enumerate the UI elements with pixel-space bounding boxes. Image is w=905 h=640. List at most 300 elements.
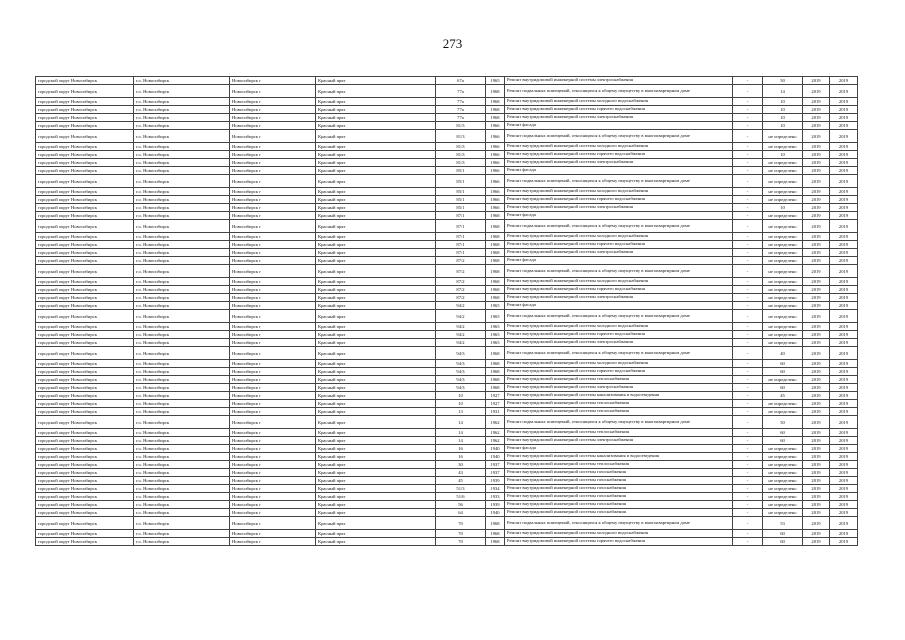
end-year-cell: 2019 [830, 159, 858, 167]
end-year-cell: 2019 [830, 493, 858, 501]
year-cell: 1931 [486, 408, 505, 416]
house-cell: 51/3 [436, 485, 486, 493]
district-cell: г.о. Новосибирск [134, 159, 230, 167]
end-year-cell: 2019 [830, 196, 858, 204]
district-cell: г.о. Новосибирск [134, 347, 230, 360]
house-cell: 51/6 [436, 493, 486, 501]
start-year-cell: 2019 [803, 376, 830, 384]
house-cell: 14 [436, 416, 486, 429]
street-cell: Красный пркт [316, 376, 436, 384]
house-cell: 94/2 [436, 331, 486, 339]
municipality-cell: городской округ Новосибирск [36, 509, 134, 517]
start-year-cell: 2019 [803, 453, 830, 461]
dash-cell: - [733, 85, 763, 98]
year-cell: 1968 [486, 220, 505, 233]
city-cell: Новосибирск г [230, 416, 316, 429]
dash-cell: - [733, 98, 763, 106]
start-year-cell: 2019 [803, 241, 830, 249]
district-cell: г.о. Новосибирск [134, 151, 230, 159]
year-cell: 1968 [486, 249, 505, 257]
house-cell: 94/2 [436, 310, 486, 323]
house-cell: 43 [436, 469, 486, 477]
volume-cell: 45 [763, 392, 803, 400]
end-year-cell: 2019 [830, 437, 858, 445]
start-year-cell: 2019 [803, 530, 830, 538]
city-cell: Новосибирск г [230, 241, 316, 249]
city-cell: Новосибирск г [230, 384, 316, 392]
start-year-cell: 2019 [803, 517, 830, 530]
volume-cell: не определено [763, 294, 803, 302]
end-year-cell: 2019 [830, 294, 858, 302]
street-cell: Красный пркт [316, 323, 436, 331]
volume-cell: не определено [763, 167, 803, 175]
district-cell: г.о. Новосибирск [134, 376, 230, 384]
volume-cell: не определено [763, 408, 803, 416]
work-type-cell: Ремонт внутридомовой инженерной системы холодного водоснабжения [505, 188, 733, 196]
year-cell: 1965 [486, 77, 505, 85]
district-cell: г.о. Новосибирск [134, 175, 230, 188]
table-row [36, 509, 858, 517]
year-cell: 1934 [486, 485, 505, 493]
start-year-cell: 2019 [803, 233, 830, 241]
municipality-cell: городской округ Новосибирск [36, 517, 134, 530]
street-cell: Красный пркт [316, 416, 436, 429]
municipality-cell: городской округ Новосибирск [36, 196, 134, 204]
street-cell: Красный пркт [316, 159, 436, 167]
city-cell: Новосибирск г [230, 143, 316, 151]
house-cell: 94/3 [436, 360, 486, 368]
work-type-cell: Ремонт подвальных помещений, относящихся к общему имуществу в многоквартирном доме [505, 265, 733, 278]
year-cell: 1968 [486, 98, 505, 106]
street-cell: Красный пркт [316, 400, 436, 408]
volume-cell: 53 [763, 517, 803, 530]
municipality-cell: городской округ Новосибирск [36, 278, 134, 286]
city-cell: Новосибирск г [230, 98, 316, 106]
volume-cell: 60 [763, 437, 803, 445]
district-cell: г.о. Новосибирск [134, 538, 230, 546]
municipality-cell: городской округ Новосибирск [36, 339, 134, 347]
year-cell: 1966 [486, 130, 505, 143]
year-cell: 1966 [486, 159, 505, 167]
dash-cell: - [733, 204, 763, 212]
street-cell: Красный пркт [316, 530, 436, 538]
street-cell: Красный пркт [316, 196, 436, 204]
volume-cell: 10 [763, 204, 803, 212]
table-row [36, 453, 858, 461]
municipality-cell: городской округ Новосибирск [36, 347, 134, 360]
dash-cell: - [733, 77, 763, 85]
table-row [36, 114, 858, 122]
city-cell: Новосибирск г [230, 376, 316, 384]
work-type-cell: Ремонт внутридомовой инженерной системы теплоснабжения [505, 461, 733, 469]
municipality-cell: городской округ Новосибирск [36, 130, 134, 143]
street-cell: Красный пркт [316, 384, 436, 392]
district-cell: г.о. Новосибирск [134, 477, 230, 485]
municipality-cell: городской округ Новосибирск [36, 220, 134, 233]
dash-cell: - [733, 538, 763, 546]
dash-cell: - [733, 233, 763, 241]
municipality-cell: городской округ Новосибирск [36, 323, 134, 331]
city-cell: Новосибирск г [230, 278, 316, 286]
municipality-cell: городской округ Новосибирск [36, 384, 134, 392]
street-cell: Красный пркт [316, 114, 436, 122]
table-row [36, 339, 858, 347]
work-type-cell: Ремонт внутридомовой инженерной системы холодного водоснабжения [505, 278, 733, 286]
work-type-cell: Ремонт внутридомовой инженерной системы теплоснабжения [505, 376, 733, 384]
end-year-cell: 2019 [830, 530, 858, 538]
year-cell: 1968 [486, 368, 505, 376]
end-year-cell: 2019 [830, 376, 858, 384]
table-row [36, 408, 858, 416]
dash-cell: - [733, 384, 763, 392]
district-cell: г.о. Новосибирск [134, 196, 230, 204]
volume-cell: не определено [763, 220, 803, 233]
city-cell: Новосибирск г [230, 302, 316, 310]
table-row [36, 257, 858, 265]
start-year-cell: 2019 [803, 445, 830, 453]
city-cell: Новосибирск г [230, 77, 316, 85]
work-type-cell: Ремонт внутридомовой инженерной системы горячего водоснабжения [505, 331, 733, 339]
work-type-cell: Ремонт внутридомовой инженерной системы горячего водоснабжения [505, 151, 733, 159]
district-cell: г.о. Новосибирск [134, 469, 230, 477]
volume-cell: не определено [763, 509, 803, 517]
start-year-cell: 2019 [803, 114, 830, 122]
city-cell: Новосибирск г [230, 429, 316, 437]
dash-cell: - [733, 530, 763, 538]
municipality-cell: городской округ Новосибирск [36, 429, 134, 437]
start-year-cell: 2019 [803, 323, 830, 331]
street-cell: Красный пркт [316, 106, 436, 114]
end-year-cell: 2019 [830, 77, 858, 85]
municipality-cell: городской округ Новосибирск [36, 501, 134, 509]
start-year-cell: 2019 [803, 408, 830, 416]
district-cell: г.о. Новосибирск [134, 204, 230, 212]
end-year-cell: 2019 [830, 302, 858, 310]
city-cell: Новосибирск г [230, 175, 316, 188]
table-row [36, 130, 858, 143]
street-cell: Красный пркт [316, 429, 436, 437]
house-cell: 94/3 [436, 376, 486, 384]
table-row [36, 167, 858, 175]
street-cell: Красный пркт [316, 167, 436, 175]
table-row [36, 286, 858, 294]
street-cell: Красный пркт [316, 294, 436, 302]
street-cell: Красный пркт [316, 517, 436, 530]
end-year-cell: 2019 [830, 167, 858, 175]
table-row [36, 175, 858, 188]
work-type-cell: Ремонт подвальных помещений, относящихся к общему имуществу в многоквартирном доме [505, 347, 733, 360]
start-year-cell: 2019 [803, 485, 830, 493]
year-cell: 1968 [486, 85, 505, 98]
municipality-cell: городской округ Новосибирск [36, 77, 134, 85]
work-type-cell: Ремонт фасада [505, 445, 733, 453]
year-cell: 1939 [486, 477, 505, 485]
year-cell: 1966 [486, 167, 505, 175]
municipality-cell: городской округ Новосибирск [36, 376, 134, 384]
work-type-cell: Ремонт внутридомовой инженерной системы электроснабжения [505, 384, 733, 392]
city-cell: Новосибирск г [230, 167, 316, 175]
volume-cell: не определено [763, 400, 803, 408]
table-row [36, 331, 858, 339]
table-row [36, 323, 858, 331]
district-cell: г.о. Новосибирск [134, 509, 230, 517]
end-year-cell: 2019 [830, 286, 858, 294]
municipality-cell: городской округ Новосибирск [36, 453, 134, 461]
volume-cell: не определено [763, 175, 803, 188]
volume-cell: не определено [763, 469, 803, 477]
year-cell: 1937 [486, 461, 505, 469]
dash-cell: - [733, 294, 763, 302]
district-cell: г.о. Новосибирск [134, 530, 230, 538]
work-type-cell: Ремонт подвальных помещений, относящихся к общему имуществу в многоквартирном доме [505, 220, 733, 233]
street-cell: Красный пркт [316, 77, 436, 85]
house-cell: 81/3 [436, 130, 486, 143]
year-cell: 1940 [486, 509, 505, 517]
table-body [36, 77, 858, 546]
table-row [36, 517, 858, 530]
dash-cell: - [733, 347, 763, 360]
dash-cell: - [733, 278, 763, 286]
municipality-cell: городской округ Новосибирск [36, 294, 134, 302]
dash-cell: - [733, 416, 763, 429]
dash-cell: - [733, 461, 763, 469]
municipality-cell: городской округ Новосибирск [36, 416, 134, 429]
year-cell: 1965 [486, 302, 505, 310]
municipality-cell: городской округ Новосибирск [36, 265, 134, 278]
year-cell: 1968 [486, 286, 505, 294]
dash-cell: - [733, 376, 763, 384]
street-cell: Красный пркт [316, 538, 436, 546]
street-cell: Красный пркт [316, 286, 436, 294]
house-cell: 85/1 [436, 204, 486, 212]
street-cell: Красный пркт [316, 122, 436, 130]
table-row [36, 429, 858, 437]
house-cell: 85/1 [436, 167, 486, 175]
end-year-cell: 2019 [830, 517, 858, 530]
dash-cell: - [733, 437, 763, 445]
street-cell: Красный пркт [316, 257, 436, 265]
municipality-cell: городской округ Новосибирск [36, 212, 134, 220]
start-year-cell: 2019 [803, 220, 830, 233]
municipality-cell: городской округ Новосибирск [36, 122, 134, 130]
volume-cell: 50 [763, 416, 803, 429]
district-cell: г.о. Новосибирск [134, 106, 230, 114]
work-type-cell: Ремонт фасада [505, 167, 733, 175]
house-cell: 77а [436, 114, 486, 122]
municipality-cell: городской округ Новосибирск [36, 493, 134, 501]
table-row [36, 445, 858, 453]
house-cell: 94/2 [436, 302, 486, 310]
table-row [36, 233, 858, 241]
dash-cell: - [733, 249, 763, 257]
end-year-cell: 2019 [830, 384, 858, 392]
city-cell: Новосибирск г [230, 408, 316, 416]
start-year-cell: 2019 [803, 294, 830, 302]
municipality-cell: городской округ Новосибирск [36, 400, 134, 408]
volume-cell: 14 [763, 85, 803, 98]
start-year-cell: 2019 [803, 429, 830, 437]
work-type-cell: Ремонт внутридомовой инженерной системы электроснабжения [505, 437, 733, 445]
municipality-cell: городской округ Новосибирск [36, 106, 134, 114]
volume-cell: не определено [763, 453, 803, 461]
end-year-cell: 2019 [830, 408, 858, 416]
municipality-cell: городской округ Новосибирск [36, 257, 134, 265]
end-year-cell: 2019 [830, 241, 858, 249]
table-row [36, 249, 858, 257]
municipality-cell: городской округ Новосибирск [36, 167, 134, 175]
district-cell: г.о. Новосибирск [134, 400, 230, 408]
year-cell: 1968 [486, 538, 505, 546]
city-cell: Новосибирск г [230, 331, 316, 339]
city-cell: Новосибирск г [230, 347, 316, 360]
dash-cell: - [733, 429, 763, 437]
start-year-cell: 2019 [803, 77, 830, 85]
city-cell: Новосибирск г [230, 509, 316, 517]
work-type-cell: Ремонт подвальных помещений, относящихся к общему имуществу в многоквартирном доме [505, 310, 733, 323]
dash-cell: - [733, 212, 763, 220]
table-row [36, 437, 858, 445]
start-year-cell: 2019 [803, 509, 830, 517]
end-year-cell: 2019 [830, 445, 858, 453]
city-cell: Новосибирск г [230, 530, 316, 538]
municipality-cell: городской округ Новосибирск [36, 114, 134, 122]
volume-cell: не определено [763, 257, 803, 265]
year-cell: 1968 [486, 114, 505, 122]
dash-cell: - [733, 310, 763, 323]
year-cell: 1939 [486, 501, 505, 509]
volume-cell: не определено [763, 493, 803, 501]
end-year-cell: 2019 [830, 331, 858, 339]
house-cell: 77а [436, 98, 486, 106]
volume-cell: 60 [763, 360, 803, 368]
work-type-cell: Ремонт внутридомовой инженерной системы канализования и водоотведения [505, 453, 733, 461]
municipality-cell: городской округ Новосибирск [36, 408, 134, 416]
volume-cell: не определено [763, 461, 803, 469]
start-year-cell: 2019 [803, 204, 830, 212]
year-cell: 1968 [486, 360, 505, 368]
end-year-cell: 2019 [830, 204, 858, 212]
work-type-cell: Ремонт внутридомовой инженерной системы горячего водоснабжения [505, 368, 733, 376]
street-cell: Красный пркт [316, 368, 436, 376]
year-cell: 1966 [486, 122, 505, 130]
table-row [36, 265, 858, 278]
district-cell: г.о. Новосибирск [134, 265, 230, 278]
dash-cell: - [733, 400, 763, 408]
table-row [36, 302, 858, 310]
table-row [36, 461, 858, 469]
year-cell: 1968 [486, 106, 505, 114]
district-cell: г.о. Новосибирск [134, 384, 230, 392]
year-cell: 1966 [486, 196, 505, 204]
start-year-cell: 2019 [803, 175, 830, 188]
district-cell: г.о. Новосибирск [134, 416, 230, 429]
house-cell: 87/2 [436, 257, 486, 265]
volume-cell: не определено [763, 339, 803, 347]
work-type-cell: Ремонт внутридомовой инженерной системы электроснабжения [505, 339, 733, 347]
district-cell: г.о. Новосибирск [134, 339, 230, 347]
end-year-cell: 2019 [830, 188, 858, 196]
end-year-cell: 2019 [830, 257, 858, 265]
street-cell: Красный пркт [316, 233, 436, 241]
start-year-cell: 2019 [803, 384, 830, 392]
start-year-cell: 2019 [803, 310, 830, 323]
district-cell: г.о. Новосибирск [134, 249, 230, 257]
city-cell: Новосибирск г [230, 196, 316, 204]
work-type-cell: Ремонт внутридомовой инженерной системы теплоснабжения [505, 400, 733, 408]
volume-cell: не определено [763, 233, 803, 241]
house-cell: 87/1 [436, 220, 486, 233]
street-cell: Красный пркт [316, 501, 436, 509]
district-cell: г.о. Новосибирск [134, 286, 230, 294]
table-row [36, 98, 858, 106]
start-year-cell: 2019 [803, 461, 830, 469]
district-cell: г.о. Новосибирск [134, 98, 230, 106]
end-year-cell: 2019 [830, 461, 858, 469]
dash-cell: - [733, 114, 763, 122]
street-cell: Красный пркт [316, 310, 436, 323]
municipality-cell: городской округ Новосибирск [36, 85, 134, 98]
district-cell: г.о. Новосибирск [134, 302, 230, 310]
work-type-cell: Ремонт фасада [505, 302, 733, 310]
street-cell: Красный пркт [316, 98, 436, 106]
work-type-cell: Ремонт внутридомовой инженерной системы газоснабжения [505, 501, 733, 509]
district-cell: г.о. Новосибирск [134, 257, 230, 265]
house-cell: 81/3 [436, 122, 486, 130]
street-cell: Красный пркт [316, 392, 436, 400]
dash-cell: - [733, 159, 763, 167]
city-cell: Новосибирск г [230, 445, 316, 453]
house-cell: 10 [436, 392, 486, 400]
dash-cell: - [733, 469, 763, 477]
year-cell: 1968 [486, 376, 505, 384]
house-cell: 85/1 [436, 196, 486, 204]
work-type-cell: Ремонт внутридомовой инженерной системы горячего водоснабжения [505, 286, 733, 294]
table-row [36, 196, 858, 204]
table-row [36, 241, 858, 249]
house-cell: 81/3 [436, 159, 486, 167]
house-cell: 13 [436, 408, 486, 416]
start-year-cell: 2019 [803, 85, 830, 98]
year-cell: 1966 [486, 151, 505, 159]
year-cell: 1940 [486, 445, 505, 453]
district-cell: г.о. Новосибирск [134, 437, 230, 445]
dash-cell: - [733, 477, 763, 485]
street-cell: Красный пркт [316, 469, 436, 477]
work-type-cell: Ремонт внутридомовой инженерной системы холодного водоснабжения [505, 323, 733, 331]
start-year-cell: 2019 [803, 167, 830, 175]
volume-cell: не определено [763, 310, 803, 323]
start-year-cell: 2019 [803, 98, 830, 106]
table-row [36, 212, 858, 220]
district-cell: г.о. Новосибирск [134, 323, 230, 331]
municipality-cell: городской округ Новосибирск [36, 151, 134, 159]
volume-cell: 50 [763, 77, 803, 85]
year-cell: 1940 [486, 453, 505, 461]
year-cell: 1965 [486, 331, 505, 339]
dash-cell: - [733, 331, 763, 339]
table-row [36, 159, 858, 167]
house-cell: 94/3 [436, 368, 486, 376]
table-row [36, 538, 858, 546]
city-cell: Новосибирск г [230, 122, 316, 130]
year-cell: 1968 [486, 517, 505, 530]
dash-cell: - [733, 302, 763, 310]
work-type-cell: Ремонт внутридомовой инженерной системы газоснабжения [505, 493, 733, 501]
end-year-cell: 2019 [830, 278, 858, 286]
work-type-cell: Ремонт внутридомовой инженерной системы электроснабжения [505, 114, 733, 122]
start-year-cell: 2019 [803, 302, 830, 310]
start-year-cell: 2019 [803, 347, 830, 360]
